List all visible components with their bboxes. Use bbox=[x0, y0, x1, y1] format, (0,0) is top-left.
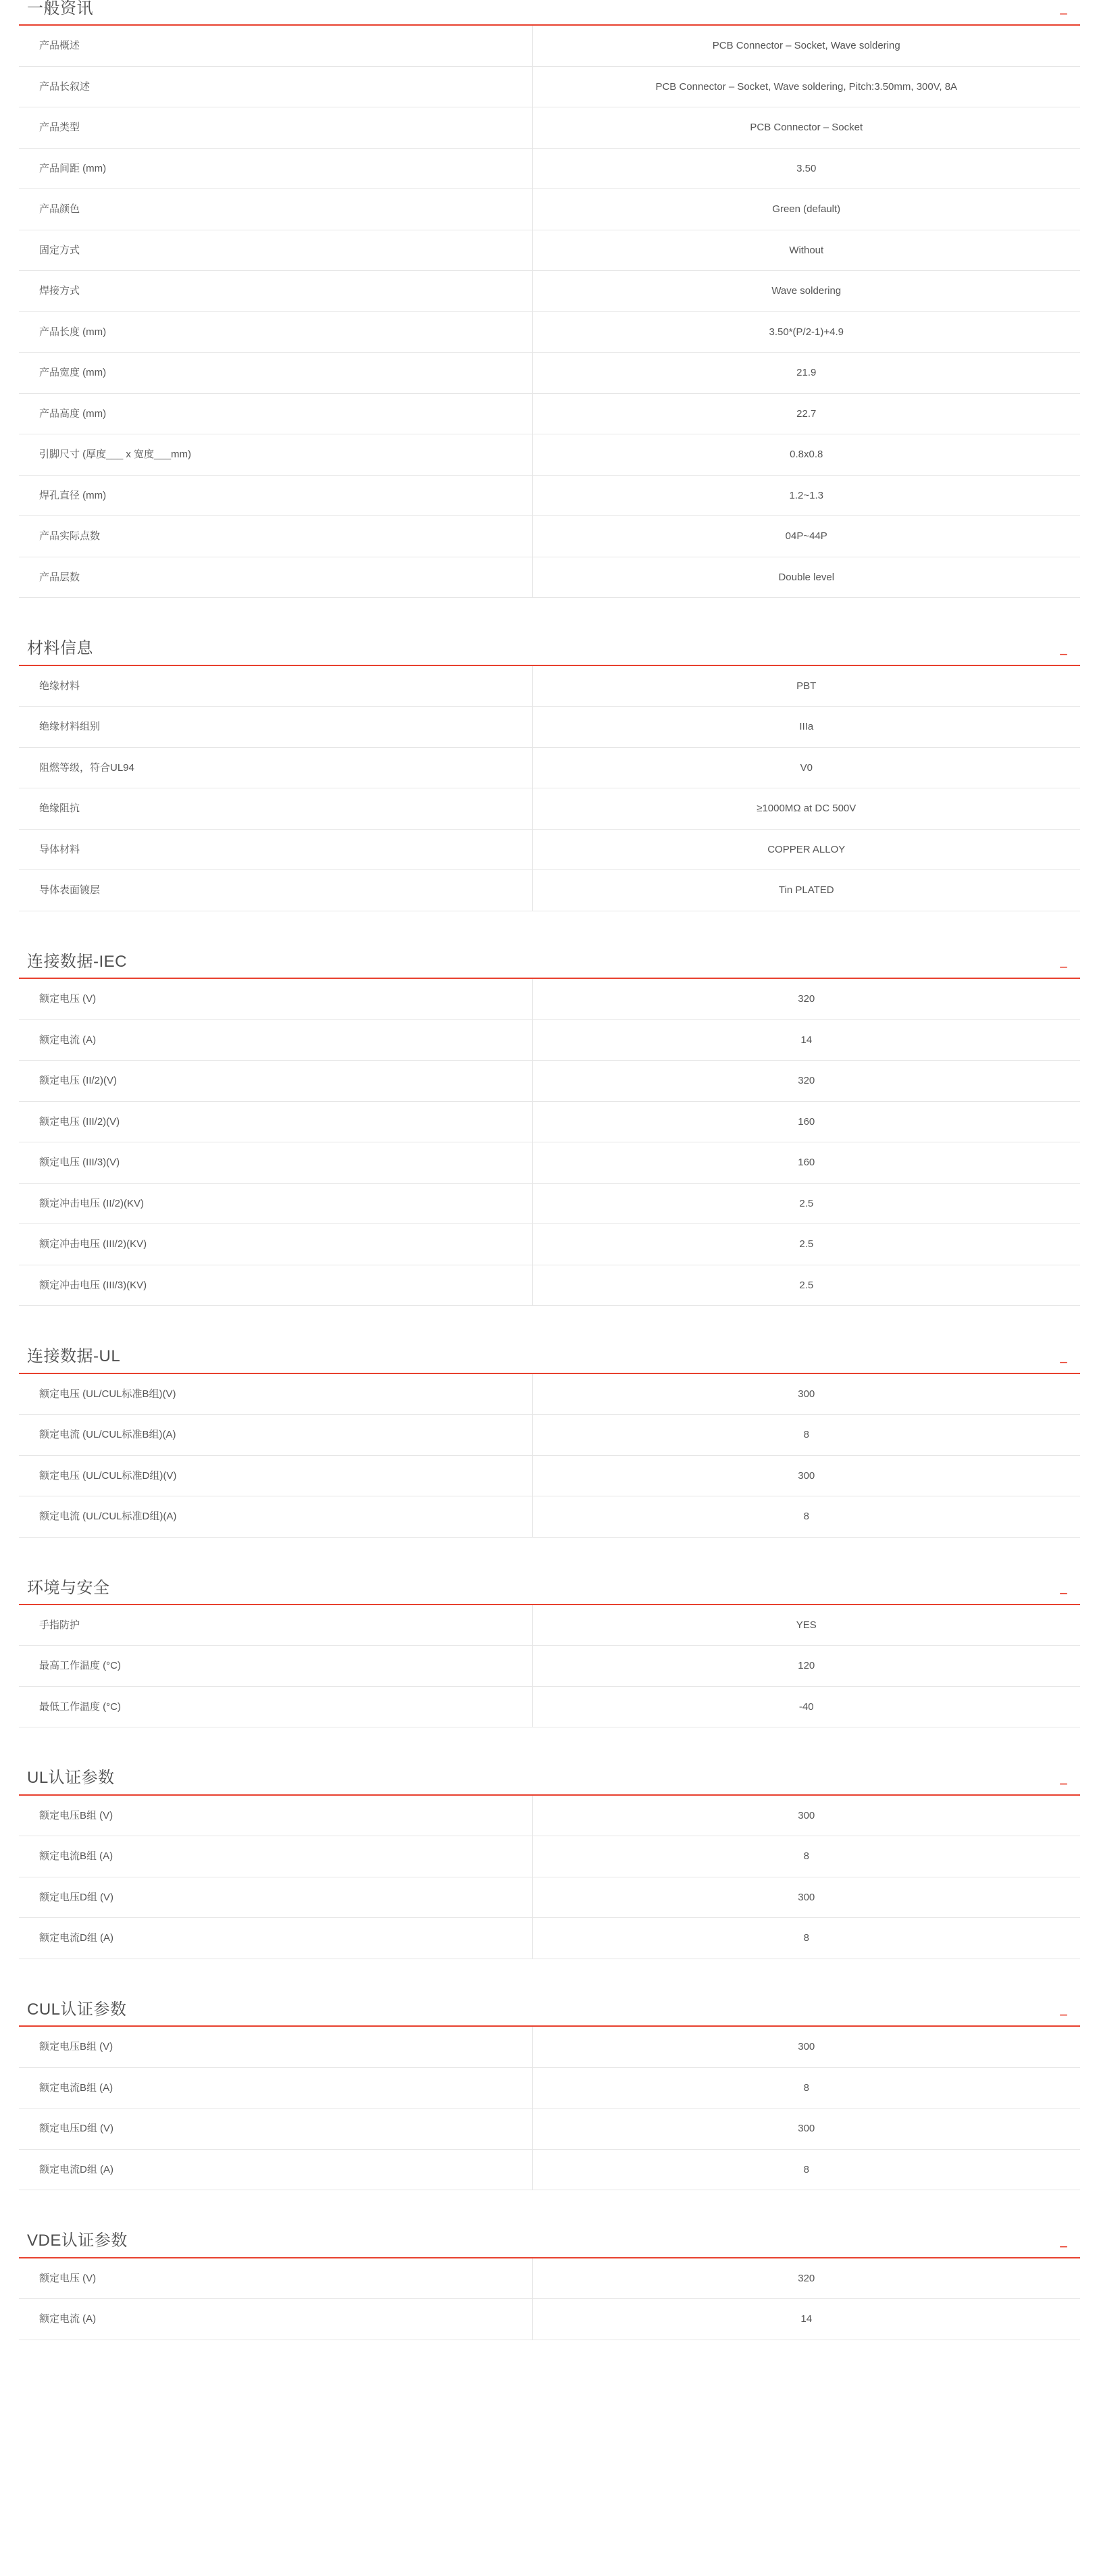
table-row bbox=[19, 1455, 1080, 1496]
spec-value: 8 bbox=[803, 1511, 809, 1523]
spec-label: 产品长叙述 bbox=[19, 66, 532, 107]
spec-table bbox=[19, 979, 1080, 1306]
table-row bbox=[19, 2149, 1080, 2190]
spec-section bbox=[0, 1727, 1099, 1959]
table-row bbox=[19, 475, 1080, 516]
table-row bbox=[19, 2299, 1080, 2340]
table-row bbox=[19, 1918, 1080, 1959]
spec-value: 04P~44P bbox=[785, 530, 827, 542]
spec-value: ≥1000MΩ at DC 500V bbox=[757, 803, 857, 815]
spec-value: 2.5 bbox=[799, 1197, 814, 1209]
spec-value: 21.9 bbox=[796, 367, 817, 379]
spec-label: 额定电压 (II/2)(V) bbox=[19, 1061, 532, 1102]
spec-value: 300 bbox=[798, 1809, 815, 1821]
section-title: UL认证参数 bbox=[27, 1769, 115, 1788]
spec-label: 产品层数 bbox=[19, 557, 532, 598]
table-row bbox=[19, 1101, 1080, 1142]
spec-label: 产品概述 bbox=[19, 26, 532, 66]
table-row bbox=[19, 1019, 1080, 1061]
spec-label: 手指防护 bbox=[19, 1605, 532, 1646]
section-title: 一般资讯 bbox=[27, 0, 93, 18]
table-row bbox=[19, 2108, 1080, 2150]
spec-table bbox=[19, 2027, 1080, 2190]
spec-label: 额定电压 (III/2)(V) bbox=[19, 1101, 532, 1142]
table-row bbox=[19, 557, 1080, 598]
spec-label: 额定电流B组 (A) bbox=[19, 1836, 532, 1877]
spec-value: 120 bbox=[798, 1660, 815, 1672]
table-row bbox=[19, 1836, 1080, 1877]
spec-value: 8 bbox=[803, 2163, 809, 2175]
spec-value: 300 bbox=[798, 1388, 815, 1400]
spec-label: 产品长度 (mm) bbox=[19, 311, 532, 353]
table-row bbox=[19, 666, 1080, 707]
spec-label: 额定冲击电压 (III/3)(KV) bbox=[19, 1265, 532, 1306]
spec-label: 产品间距 (mm) bbox=[19, 148, 532, 189]
spec-value: IIIa bbox=[799, 721, 814, 733]
table-row bbox=[19, 271, 1080, 312]
spec-value: PCB Connector – Socket bbox=[750, 122, 863, 134]
collapse-minus-icon[interactable]: − bbox=[1059, 1775, 1068, 1792]
spec-value: PCB Connector – Socket, Wave soldering, Pitch:3.50mm, 300V, 8A bbox=[655, 80, 958, 93]
spec-value: COPPER ALLOY bbox=[767, 843, 846, 855]
spec-table bbox=[19, 1796, 1080, 1959]
spec-value: 8 bbox=[803, 1850, 809, 1863]
spec-value: 160 bbox=[798, 1157, 815, 1169]
spec-label: 固定方式 bbox=[19, 230, 532, 271]
section-header[interactable] bbox=[19, 2232, 1080, 2258]
table-row bbox=[19, 516, 1080, 557]
section-header[interactable] bbox=[19, 0, 1080, 26]
table-row bbox=[19, 707, 1080, 748]
table-row bbox=[19, 1183, 1080, 1224]
spec-section bbox=[0, 1306, 1099, 1537]
spec-label: 焊孔直径 (mm) bbox=[19, 475, 532, 516]
table-row bbox=[19, 1265, 1080, 1306]
table-row bbox=[19, 1496, 1080, 1538]
spec-value: 320 bbox=[798, 993, 815, 1005]
spec-value: 320 bbox=[798, 1075, 815, 1087]
spec-label: 绝缘阻抗 bbox=[19, 788, 532, 830]
section-title: 环境与安全 bbox=[27, 1578, 110, 1597]
section-title: 材料信息 bbox=[27, 639, 93, 658]
spec-value: Double level bbox=[778, 571, 835, 583]
spec-value: Wave soldering bbox=[771, 285, 842, 297]
spec-value: 3.50 bbox=[796, 162, 817, 174]
table-row bbox=[19, 2067, 1080, 2108]
spec-value: 320 bbox=[798, 2272, 815, 2284]
spec-value: 300 bbox=[798, 1469, 815, 1482]
spec-value: 160 bbox=[798, 1115, 815, 1128]
spec-value: 0.8x0.8 bbox=[790, 449, 823, 461]
collapse-minus-icon[interactable]: − bbox=[1059, 959, 1068, 976]
section-title: VDE认证参数 bbox=[27, 2231, 128, 2250]
collapse-minus-icon[interactable]: − bbox=[1059, 1584, 1068, 1602]
spec-label: 导体表面镀层 bbox=[19, 870, 532, 911]
spec-label: 导体材料 bbox=[19, 829, 532, 870]
section-title: CUL认证参数 bbox=[27, 2000, 127, 2019]
spec-label: 额定电流 (UL/CUL标准D组)(A) bbox=[19, 1496, 532, 1538]
spec-label: 额定电流 (UL/CUL标准B组)(A) bbox=[19, 1415, 532, 1456]
table-row bbox=[19, 230, 1080, 271]
table-row bbox=[19, 1796, 1080, 1836]
section-header[interactable] bbox=[19, 1769, 1080, 1795]
collapse-minus-icon[interactable]: − bbox=[1059, 2238, 1068, 2255]
table-row bbox=[19, 434, 1080, 476]
spec-value: 3.50*(P/2-1)+4.9 bbox=[769, 326, 844, 338]
spec-label: 绝缘材料 bbox=[19, 666, 532, 707]
spec-label: 额定冲击电压 (II/2)(KV) bbox=[19, 1183, 532, 1224]
section-spacer bbox=[0, 1306, 1099, 1348]
spec-section bbox=[0, 0, 1099, 598]
spec-table bbox=[19, 26, 1080, 598]
spec-value: PBT bbox=[796, 680, 817, 692]
table-row bbox=[19, 107, 1080, 149]
spec-label: 产品高度 (mm) bbox=[19, 393, 532, 434]
collapse-minus-icon[interactable]: − bbox=[1059, 1353, 1068, 1371]
table-row bbox=[19, 1415, 1080, 1456]
section-title: 连接数据-IEC bbox=[27, 952, 127, 971]
spec-label: 额定电压D组 (V) bbox=[19, 1877, 532, 1918]
table-row bbox=[19, 747, 1080, 788]
table-row bbox=[19, 1646, 1080, 1687]
spec-value: 8 bbox=[803, 1932, 809, 1944]
table-row bbox=[19, 1142, 1080, 1184]
table-row bbox=[19, 1686, 1080, 1727]
spec-value: 300 bbox=[798, 2123, 815, 2135]
spec-label: 额定电流 (A) bbox=[19, 1019, 532, 1061]
section-header[interactable] bbox=[19, 953, 1080, 979]
spec-label: 额定电流D组 (A) bbox=[19, 2149, 532, 2190]
spec-label: 额定电流 (A) bbox=[19, 2299, 532, 2340]
table-row bbox=[19, 2027, 1080, 2067]
spec-label: 绝缘材料组别 bbox=[19, 707, 532, 748]
table-row bbox=[19, 829, 1080, 870]
spec-table bbox=[19, 666, 1080, 911]
section-header[interactable] bbox=[19, 2001, 1080, 2027]
spec-label: 最高工作温度 (°C) bbox=[19, 1646, 532, 1687]
spec-value: 2.5 bbox=[799, 1279, 814, 1291]
table-row bbox=[19, 311, 1080, 353]
spec-value: 8 bbox=[803, 2081, 809, 2094]
table-row bbox=[19, 189, 1080, 230]
spec-label: 产品宽度 (mm) bbox=[19, 353, 532, 394]
spec-label: 额定电压 (V) bbox=[19, 979, 532, 1019]
spec-value: V0 bbox=[800, 761, 813, 774]
table-row bbox=[19, 1224, 1080, 1265]
spec-value: Green (default) bbox=[772, 203, 841, 216]
table-row bbox=[19, 66, 1080, 107]
spec-value: 14 bbox=[800, 1034, 813, 1046]
spec-label: 焊接方式 bbox=[19, 271, 532, 312]
spec-label: 额定电压B组 (V) bbox=[19, 2027, 532, 2067]
spec-label: 额定电流D组 (A) bbox=[19, 1918, 532, 1959]
table-row bbox=[19, 2258, 1080, 2299]
table-row bbox=[19, 353, 1080, 394]
spec-value: 300 bbox=[798, 2041, 815, 2053]
table-row bbox=[19, 1374, 1080, 1415]
section-spacer bbox=[0, 1959, 1099, 2001]
spec-value: 14 bbox=[800, 2313, 813, 2325]
table-row bbox=[19, 788, 1080, 830]
spec-table bbox=[19, 2258, 1080, 2340]
spec-label: 额定电压 (III/3)(V) bbox=[19, 1142, 532, 1184]
spec-label: 额定电压B组 (V) bbox=[19, 1796, 532, 1836]
table-row bbox=[19, 1605, 1080, 1646]
section-header[interactable] bbox=[19, 1580, 1080, 1605]
spec-value: 300 bbox=[798, 1891, 815, 1903]
spec-table bbox=[19, 1374, 1080, 1538]
spec-label: 额定冲击电压 (III/2)(KV) bbox=[19, 1224, 532, 1265]
table-row bbox=[19, 979, 1080, 1019]
section-spacer bbox=[0, 2190, 1099, 2232]
table-row bbox=[19, 26, 1080, 66]
collapse-minus-icon[interactable]: − bbox=[1059, 645, 1068, 663]
table-row bbox=[19, 148, 1080, 189]
spec-value: YES bbox=[796, 1619, 817, 1631]
spec-label: 额定电流B组 (A) bbox=[19, 2067, 532, 2108]
spec-label: 产品实际点数 bbox=[19, 516, 532, 557]
spec-section bbox=[0, 1538, 1099, 1728]
spec-value: 22.7 bbox=[796, 407, 817, 420]
section-spacer bbox=[0, 911, 1099, 953]
spec-value: -40 bbox=[798, 1700, 814, 1713]
spec-label: 阻燃等级，符合UL94 bbox=[19, 747, 532, 788]
section-header[interactable] bbox=[19, 1348, 1080, 1373]
spec-value: 1.2~1.3 bbox=[789, 489, 823, 501]
table-row bbox=[19, 1877, 1080, 1918]
spec-label: 额定电压 (UL/CUL标准D组)(V) bbox=[19, 1455, 532, 1496]
collapse-minus-icon[interactable]: − bbox=[1059, 2006, 1068, 2024]
spec-label: 引脚尺寸 (厚度___ x 宽度___mm) bbox=[19, 434, 532, 476]
spec-value: PCB Connector – Socket, Wave soldering bbox=[712, 40, 900, 52]
section-title: 连接数据-UL bbox=[27, 1347, 121, 1366]
section-spacer bbox=[0, 1727, 1099, 1769]
spec-label: 产品颜色 bbox=[19, 189, 532, 230]
spec-value: 8 bbox=[803, 1429, 809, 1441]
table-row bbox=[19, 393, 1080, 434]
spec-table bbox=[19, 1605, 1080, 1728]
collapse-minus-icon[interactable]: − bbox=[1059, 5, 1068, 23]
section-spacer bbox=[0, 598, 1099, 640]
spec-value: Without bbox=[789, 244, 824, 256]
spec-value: Tin PLATED bbox=[778, 884, 834, 896]
spec-section bbox=[0, 598, 1099, 911]
spec-label: 额定电压 (UL/CUL标准B组)(V) bbox=[19, 1374, 532, 1415]
section-spacer bbox=[0, 1538, 1099, 1580]
spec-value: 2.5 bbox=[799, 1238, 814, 1251]
table-row bbox=[19, 870, 1080, 911]
spec-label: 额定电压D组 (V) bbox=[19, 2108, 532, 2150]
spec-section bbox=[0, 1959, 1099, 2190]
spec-section bbox=[0, 911, 1099, 1306]
spec-section bbox=[0, 2190, 1099, 2340]
table-row bbox=[19, 1061, 1080, 1102]
spec-label: 产品类型 bbox=[19, 107, 532, 149]
section-header[interactable] bbox=[19, 640, 1080, 665]
spec-label: 最低工作温度 (°C) bbox=[19, 1686, 532, 1727]
spec-label: 额定电压 (V) bbox=[19, 2258, 532, 2299]
